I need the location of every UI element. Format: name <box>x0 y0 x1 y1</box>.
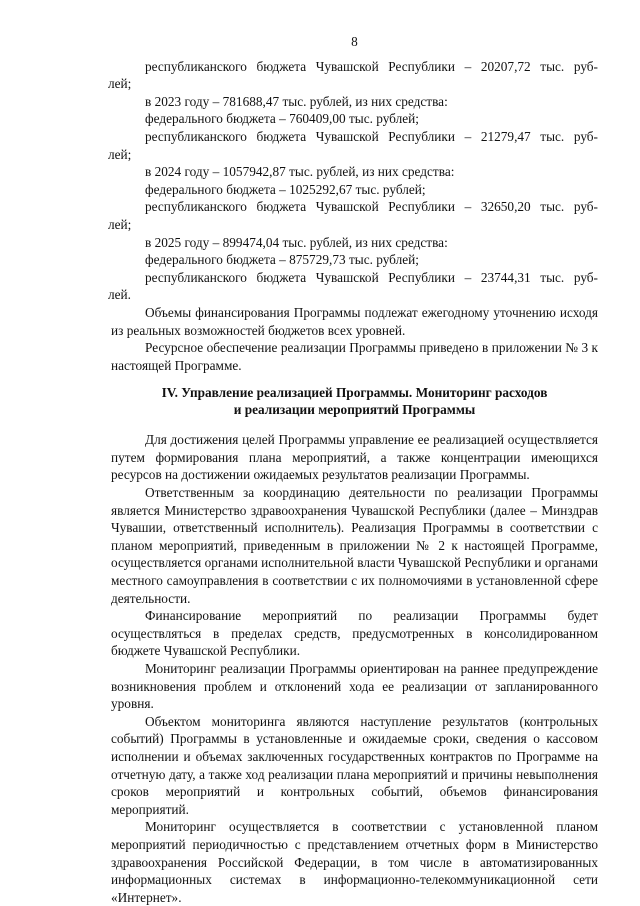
paragraph: Финансирование мероприятий по реализации Программы будет осуществляться в пределах средств, предусмотренных в консолидированном бюджете Чувашской Республики. <box>111 608 598 659</box>
paragraph: Мониторинг осуществляется в соответствии с установленной планом мероприятий периодичностью с представлением отчетных форм в Министерство здравоохранения Российской Федерации, в том числе в автоматизированных информационных системах в информационно-телекоммуникационной сети «Интернет». <box>111 819 598 905</box>
section-heading <box>111 384 598 418</box>
page-number: 8 <box>351 34 358 49</box>
financing-federal-2023: федерального бюджета – 760409,00 тыс. рублей; <box>145 111 419 127</box>
financing-republic-2023: республиканского бюджета Чувашской Республики – 21279,47 тыс. руб- <box>145 128 598 144</box>
financing-line: республиканского бюджета Чувашской Республики – 20207,72 тыс. руб- <box>145 58 598 74</box>
financing-year-2023: в 2023 году – 781688,47 тыс. рублей, из них средства: <box>145 93 448 109</box>
paragraph: Ответственным за координацию деятельности по реализации Программы является Министерство здравоохранения Чувашской Республики (далее – Минздрав Чувашии, ответственный исполнитель). Реализация Программы в соответствии с планом мероприятий, приведенным в приложении № 2 к настоящей Программе, осуществляется органами исполнительной власти Чувашской Республики и органами местного самоуправления в соответствии с их полномочиями в установленной сфере деятельности. <box>111 485 598 606</box>
paragraph: Объемы финансирования Программы подлежат ежегодному уточнению исходя из реальных возможностей бюджетов всех уровней. <box>111 304 598 338</box>
financing-line-wrap: лей; <box>108 216 132 232</box>
financing-year-2025: в 2025 году – 899474,04 тыс. рублей, из них средства: <box>145 234 448 250</box>
paragraph: Объектом мониторинга являются наступление результатов (контрольных событий) Программы в установленные и ожидаемые сроки, сведения о кассовом исполнении и объемах заключенных государственных контрактов по Программе на отчетную дату, а также ход реализации плана мероприятий и причины невыполнения сроков мероприятий и контрольных событий, объемов финансирования мероприятий. <box>111 713 598 817</box>
financing-line-wrap: лей; <box>108 146 132 162</box>
financing-year-2024: в 2024 году – 1057942,87 тыс. рублей, из них средства: <box>145 164 455 180</box>
financing-federal-2025: федерального бюджета – 875729,73 тыс. рублей; <box>145 252 419 268</box>
paragraph: Для достижения целей Программы управление ее реализацией осуществляется путем формирования плана мероприятий, а также концентрации имеющихся ресурсов на достижении ожидаемых результатов реализации Программы. <box>111 432 598 483</box>
financing-block <box>108 58 598 375</box>
financing-republic-2024: республиканского бюджета Чувашской Республики – 32650,20 тыс. руб- <box>145 199 598 215</box>
financing-republic-2025: республиканского бюджета Чувашской Республики – 23744,31 тыс. руб- <box>145 269 598 285</box>
financing-federal-2024: федерального бюджета – 1025292,67 тыс. рублей; <box>145 181 426 197</box>
financing-line-wrap: лей; <box>108 76 132 92</box>
paragraph: Ресурсное обеспечение реализации Программы приведено в приложении № 3 к настоящей Программе. <box>111 340 598 373</box>
section-heading-line: и реализации мероприятий Программы <box>233 402 476 418</box>
financing-line-wrap: лей. <box>108 287 131 303</box>
paragraph: Мониторинг реализации Программы ориентирован на раннее предупреждение возникновения проблем и отклонений хода ее реализации от запланированного уровня. <box>111 661 598 712</box>
section-body <box>111 431 598 906</box>
section-heading-line: IV. Управление реализацией Программы. Мониторинг расходов <box>161 385 548 401</box>
